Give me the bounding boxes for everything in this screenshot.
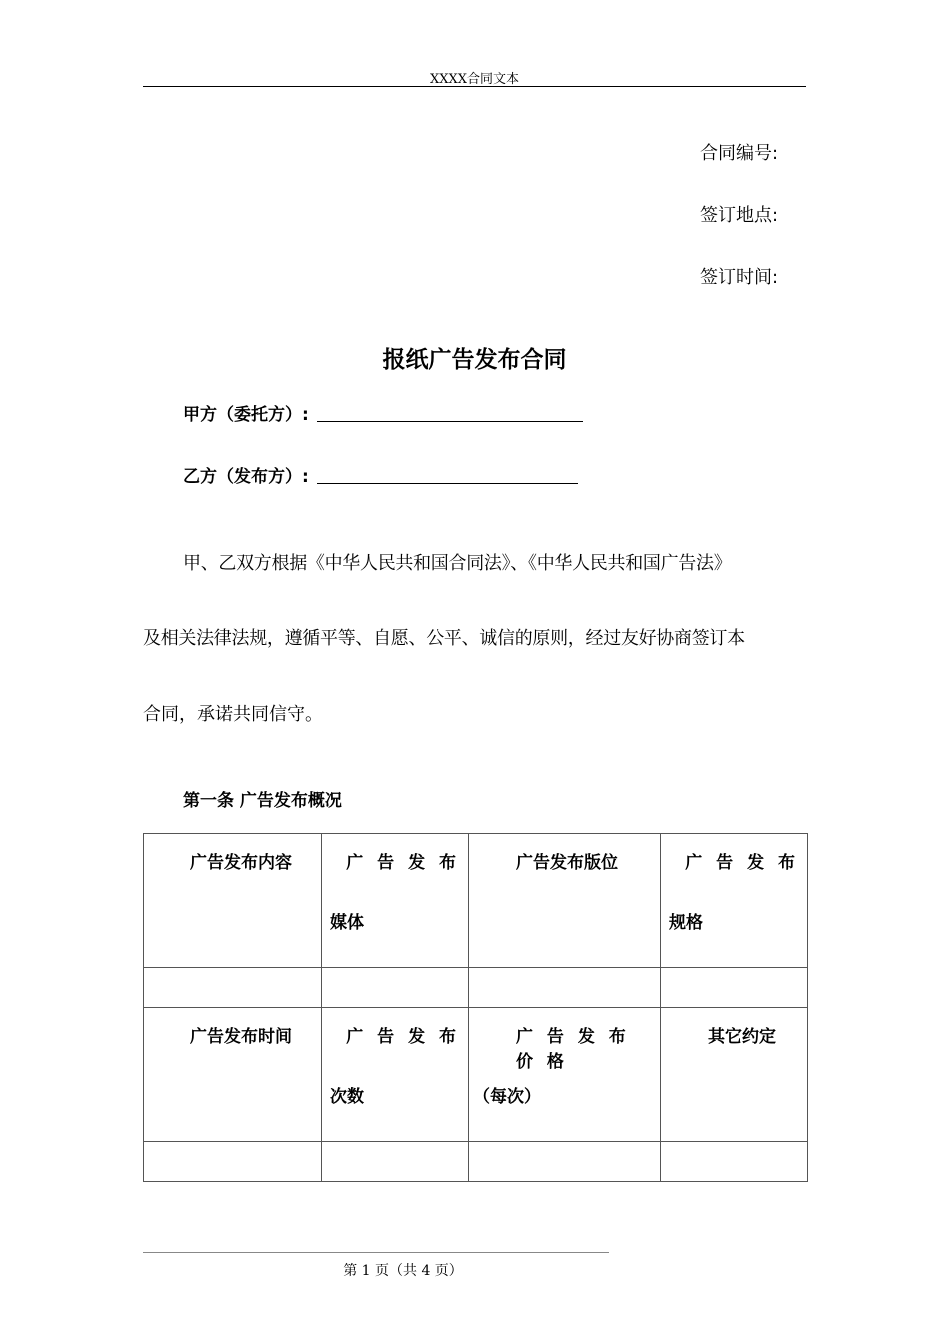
party-b-line <box>183 462 578 487</box>
page-footer: 第 1 页（共 4 页） <box>343 1263 463 1279</box>
table-row <box>144 1008 808 1142</box>
document-title: 报纸广告发布合同 <box>382 347 567 373</box>
party-a-field[interactable] <box>317 405 583 422</box>
table-cell-empty[interactable] <box>322 968 469 1008</box>
ad-overview-table <box>143 833 808 1182</box>
table-cell-empty[interactable] <box>144 968 322 1008</box>
intro-line-2: 及相关法律法规，遵循平等、自愿、公平、诚信的原则，经过友好协商签订本 <box>143 628 745 649</box>
table-cell-empty[interactable] <box>661 1142 808 1182</box>
party-b-label: 乙方（发布方）: <box>183 467 309 487</box>
signing-place-label: 签订地点: <box>700 205 779 226</box>
table-cell: 广告发布内容 <box>144 834 322 968</box>
intro-line-1: 甲、乙双方根据《中华人民共和国合同法》、《中华人民共和国广告法》 <box>183 553 732 574</box>
table-cell-empty[interactable] <box>322 1142 469 1182</box>
table-cell: 广告发布时间 <box>144 1008 322 1142</box>
table-cell-empty[interactable] <box>144 1142 322 1182</box>
table-cell: 广 告 发 布 次数 <box>322 1008 469 1142</box>
party-a-label: 甲方（委托方）: <box>183 405 309 425</box>
party-b-field[interactable] <box>317 467 578 484</box>
table-cell: 广 告 发 布 规格 <box>661 834 808 968</box>
party-a-line <box>183 400 583 425</box>
table-cell-empty[interactable] <box>469 1142 661 1182</box>
contract-number-label: 合同编号: <box>700 143 779 164</box>
table-row <box>144 968 808 1008</box>
table-cell-empty[interactable] <box>469 968 661 1008</box>
table-row <box>144 834 808 968</box>
page-header: XXXX合同文本 <box>429 72 520 87</box>
signing-time-label: 签订时间: <box>700 267 779 288</box>
table-row <box>144 1142 808 1182</box>
section-1-heading: 第一条 广告发布概况 <box>183 791 342 811</box>
header-rule <box>143 86 806 87</box>
footer-rule <box>143 1252 609 1253</box>
table-cell: 广 告 发 布 价 格 （每次） <box>469 1008 661 1142</box>
table-cell: 其它约定 <box>661 1008 808 1142</box>
table-cell: 广 告 发 布 媒体 <box>322 834 469 968</box>
intro-line-3: 合同，承诺共同信守。 <box>143 704 323 725</box>
table-cell-empty[interactable] <box>661 968 808 1008</box>
table-cell: 广告发布版位 <box>469 834 661 968</box>
